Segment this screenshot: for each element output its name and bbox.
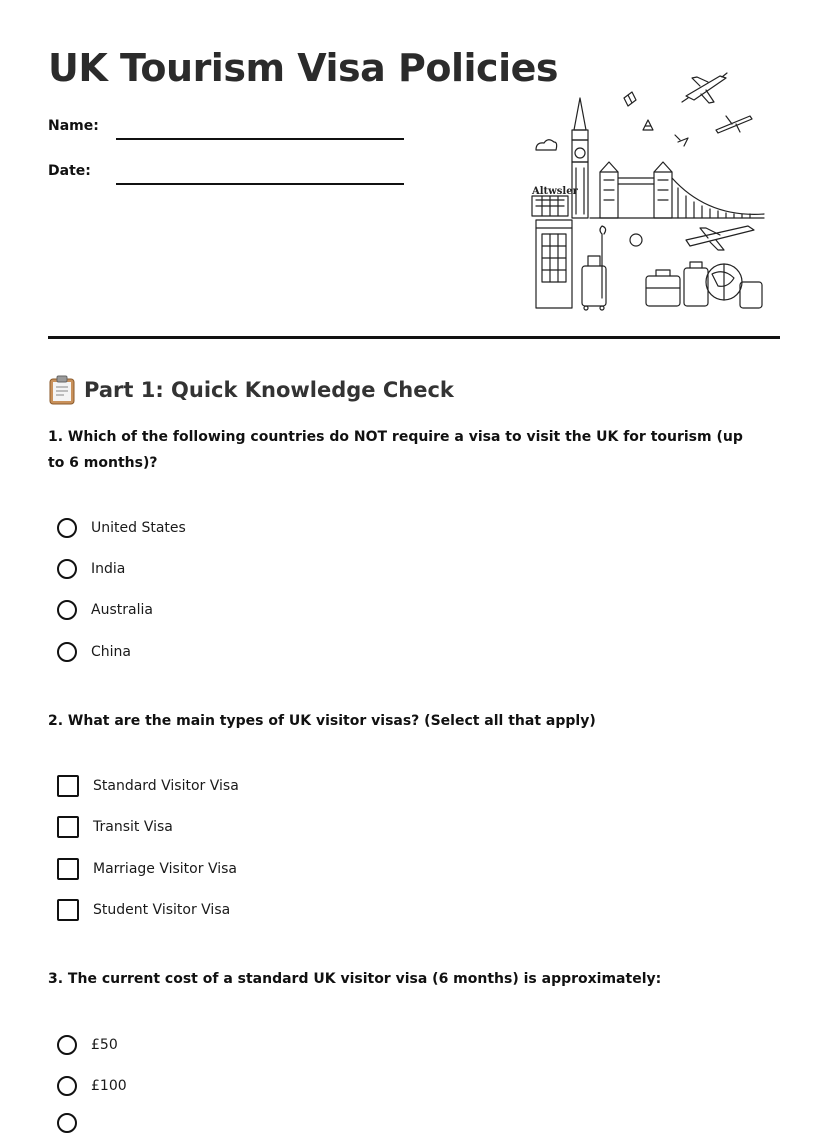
date-field[interactable] (116, 183, 404, 185)
question-2-text: 2. What are the main types of UK visitor visas? (Select all that apply) (48, 713, 596, 729)
radio-button[interactable] (57, 1076, 77, 1096)
radio-button[interactable] (57, 559, 77, 579)
balloon-icon (630, 234, 642, 246)
section-header (48, 372, 454, 408)
q1-option-4[interactable] (57, 639, 131, 665)
option-label: Australia (91, 602, 153, 618)
illustration-sign-text: Altwsler (532, 186, 578, 197)
page-title: UK Tourism Visa Policies (48, 46, 558, 90)
option-label: Standard Visitor Visa (93, 778, 239, 794)
question-1-text: 1. Which of the following countries do NOT require a visa to visit the UK for tourism (up to 6 months)? (48, 429, 743, 471)
name-field[interactable] (116, 138, 404, 140)
radio-button[interactable] (57, 642, 77, 662)
date-label: Date: (48, 163, 91, 179)
name-label: Name: (48, 118, 99, 134)
radio-button[interactable] (57, 518, 77, 538)
checkbox[interactable] (57, 816, 79, 838)
radio-button[interactable] (57, 600, 77, 620)
option-label: Marriage Visitor Visa (93, 861, 237, 877)
tower-bridge-icon (590, 162, 764, 218)
header-divider (48, 336, 780, 339)
bag-icon (740, 282, 762, 308)
big-ben-icon (572, 98, 588, 218)
clipboard-icon (48, 375, 76, 405)
checkbox[interactable] (57, 899, 79, 921)
q2-option-1[interactable] (57, 773, 239, 799)
q1-option-2[interactable] (57, 556, 125, 582)
jet-airplane-icon (686, 226, 754, 250)
option-label: India (91, 561, 126, 577)
kite-icon (624, 92, 636, 106)
option-label: Student Visitor Visa (93, 902, 231, 918)
luggage-icon (646, 262, 708, 306)
phone-box-icon (536, 220, 572, 308)
checkbox[interactable] (57, 775, 79, 797)
option-label: Transit Visa (93, 819, 173, 835)
lamp-post-icon (600, 226, 606, 298)
cloud-icon (536, 140, 557, 150)
small-tent-icon (643, 120, 653, 130)
london-travel-illustration (528, 68, 768, 312)
section-title: Part 1: Quick Knowledge Check (84, 378, 454, 402)
question-3-text: 3. The current cost of a standard UK visitor visa (6 months) is approximately: (48, 971, 662, 987)
q3-option-3[interactable] (57, 1110, 77, 1136)
checkbox[interactable] (57, 858, 79, 880)
q2-option-3[interactable] (57, 856, 237, 882)
bird-icon (675, 135, 688, 146)
option-label: United States (91, 520, 186, 536)
radio-button[interactable] (57, 1035, 77, 1055)
option-label: £50 (91, 1037, 118, 1053)
radio-button[interactable] (57, 1113, 77, 1133)
small-airplane-icon (716, 116, 752, 133)
q2-option-2[interactable] (57, 814, 173, 840)
option-label: £100 (91, 1078, 127, 1094)
q3-option-1[interactable] (57, 1032, 118, 1058)
q2-option-4[interactable] (57, 897, 230, 923)
globe-icon (706, 264, 742, 300)
q1-option-3[interactable] (57, 597, 153, 623)
q1-option-1[interactable] (57, 515, 186, 541)
q3-option-2[interactable] (57, 1073, 127, 1099)
airplane-icon (682, 73, 727, 103)
option-label: China (91, 644, 131, 660)
